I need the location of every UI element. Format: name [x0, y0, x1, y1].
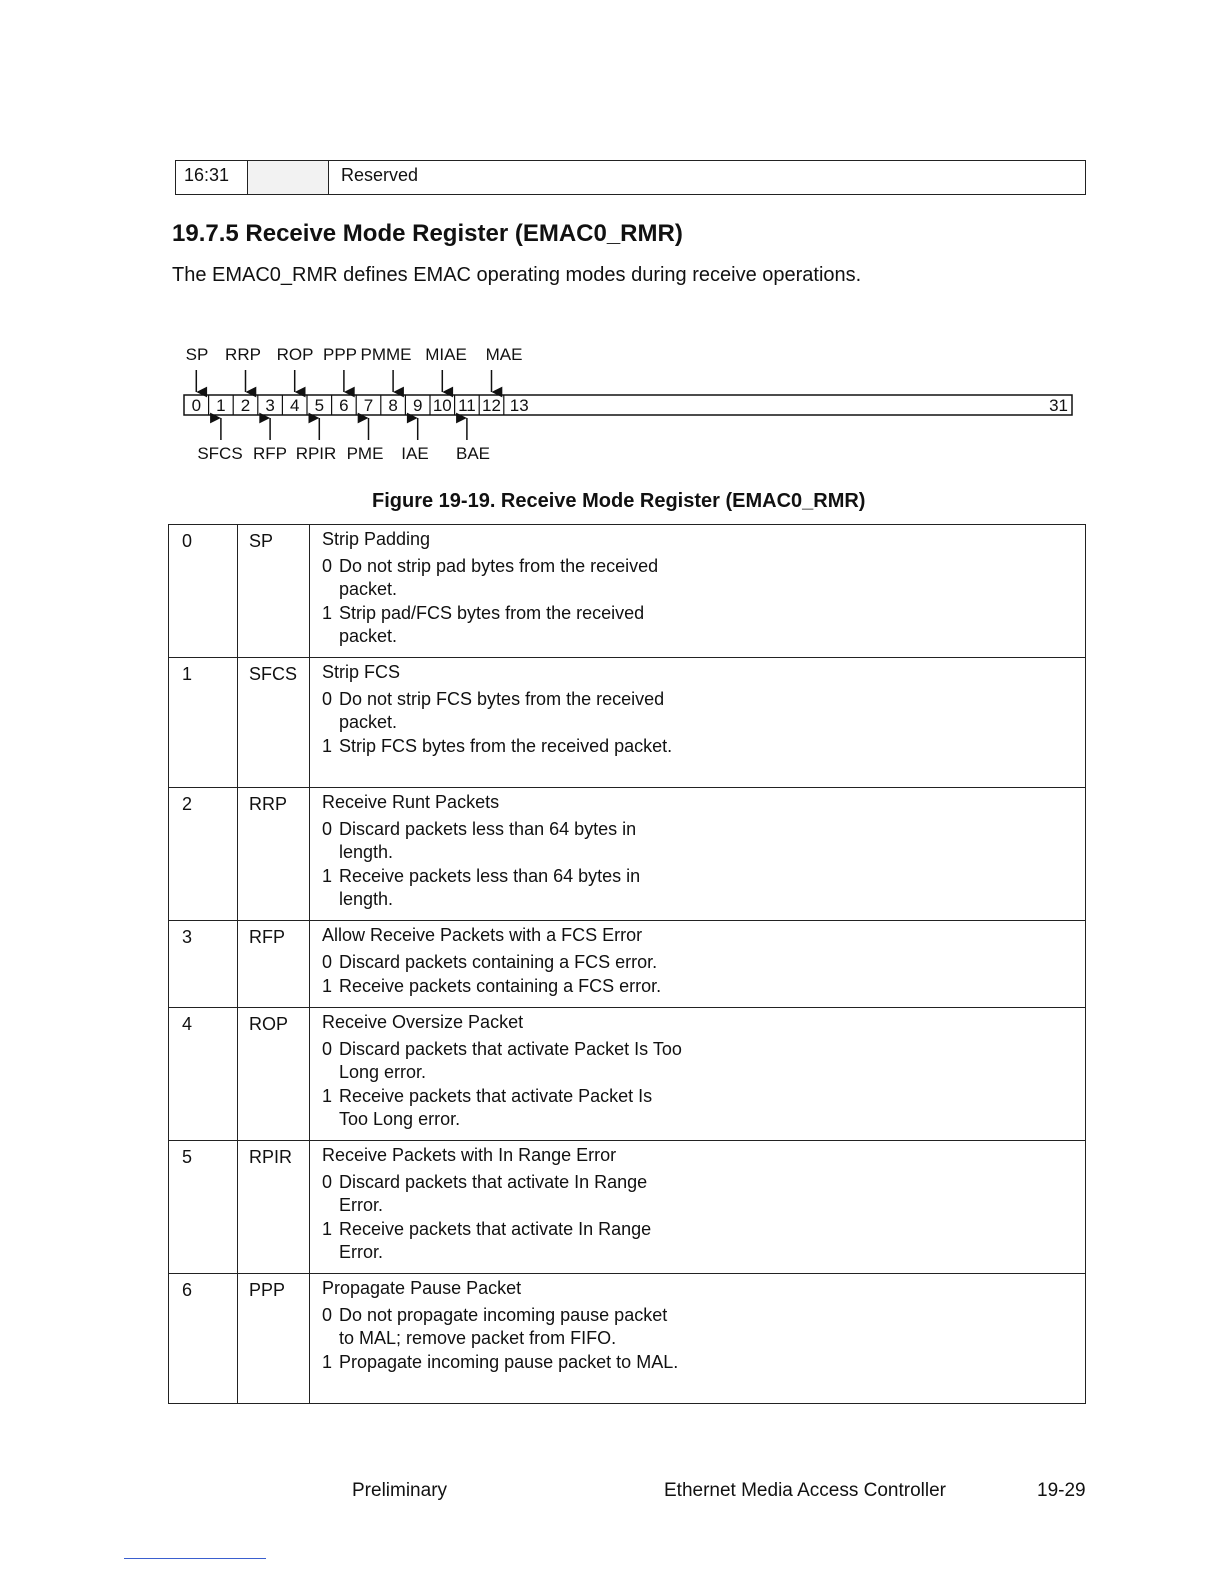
- option-text: Discard packets containing a FCS error.: [339, 952, 658, 972]
- field-option: [322, 951, 682, 974]
- option-value: 0: [322, 1172, 333, 1192]
- field-name: ROP: [238, 1008, 310, 1141]
- field-option: [322, 555, 682, 601]
- figure-caption: Figure 19-19. Receive Mode Register (EMAC0_RMR): [372, 490, 866, 512]
- field-title: Propagate Pause Packet: [322, 1278, 522, 1298]
- field-title: Allow Receive Packets with a FCS Error: [322, 925, 643, 945]
- bottom-field-label: RPIR: [295, 444, 337, 463]
- field-title: Receive Oversize Packet: [322, 1012, 524, 1032]
- field-description: [310, 1008, 1086, 1141]
- reserved-field: [248, 161, 329, 194]
- option-text: Do not propagate incoming pause packet to MAL; remove packet from FIFO.: [339, 1305, 668, 1348]
- bit-number: 1: [169, 658, 238, 788]
- field-option: [322, 1304, 682, 1350]
- bit-number-label: 9: [412, 396, 423, 415]
- field-option: [322, 735, 682, 758]
- bit-number-label: 11: [458, 396, 476, 415]
- bit-number-label: 13: [509, 396, 529, 415]
- field-option: [322, 688, 682, 734]
- field-title: Strip Padding: [322, 529, 431, 549]
- table-row: [169, 921, 1086, 1008]
- field-option: [322, 1085, 682, 1131]
- field-description: [310, 1274, 1086, 1404]
- table-row: [169, 658, 1086, 788]
- field-option: [322, 1218, 682, 1264]
- bit-number-label: 2: [240, 396, 251, 415]
- bottom-field-label: RFP: [253, 444, 287, 463]
- footer-chapter: Ethernet Media Access Controller: [664, 1480, 946, 1501]
- field-description: [310, 921, 1086, 1008]
- option-value: 1: [322, 1086, 333, 1106]
- top-field-label: MAE: [485, 345, 523, 364]
- option-text: Propagate incoming pause packet to MAL.: [339, 1352, 679, 1372]
- section-title: 19.7.5 Receive Mode Register (EMAC0_RMR): [172, 220, 683, 247]
- reserved-bits: 16:31: [176, 161, 248, 194]
- bit-number-label: 4: [289, 396, 300, 415]
- field-name: SFCS: [238, 658, 310, 788]
- top-field-label: PMME: [360, 345, 412, 364]
- bottom-field-label: PME: [346, 444, 384, 463]
- top-field-label: SP: [185, 345, 209, 364]
- field-name: PPP: [238, 1274, 310, 1404]
- option-text: Receive packets less than 64 bytes in length.: [339, 866, 641, 909]
- field-option: [322, 865, 682, 911]
- option-value: 0: [322, 1305, 333, 1325]
- option-text: Strip FCS bytes from the received packet.: [339, 736, 673, 756]
- bit-number-label: 3: [265, 396, 275, 415]
- option-text: Receive packets that activate In Range Error.: [339, 1219, 652, 1262]
- field-name: RRP: [238, 788, 310, 921]
- field-description: [310, 525, 1086, 658]
- option-value: 1: [322, 603, 333, 623]
- option-text: Strip pad/FCS bytes from the received packet.: [339, 603, 645, 646]
- bit-number-label: 0: [191, 396, 202, 415]
- field-option: [322, 602, 682, 648]
- field-option: [322, 1351, 682, 1374]
- field-description: [310, 1141, 1086, 1274]
- top-field-label: RRP: [225, 345, 261, 364]
- bit-number: 2: [169, 788, 238, 921]
- reserved-description: Reserved: [341, 165, 419, 185]
- bit-number-label: 1: [216, 396, 226, 415]
- table-row: [169, 1274, 1086, 1404]
- option-value: 1: [322, 866, 333, 886]
- bits-table: [168, 524, 1086, 1404]
- option-value: 0: [322, 689, 333, 709]
- field-title: Receive Runt Packets: [322, 792, 500, 812]
- option-value: 0: [322, 556, 333, 576]
- bit-number: 3: [169, 921, 238, 1008]
- field-title: Receive Packets with In Range Error: [322, 1145, 617, 1165]
- table-row: [169, 525, 1086, 658]
- table-row: [169, 1141, 1086, 1274]
- option-text: Do not strip pad bytes from the received packet.: [339, 556, 659, 599]
- table-row: [169, 1008, 1086, 1141]
- bottom-field-label: IAE: [401, 444, 429, 463]
- field-name: RPIR: [238, 1141, 310, 1274]
- field-option: [322, 975, 682, 998]
- option-text: Do not strip FCS bytes from the received packet.: [339, 689, 665, 732]
- field-name: RFP: [238, 921, 310, 1008]
- bit-number-label: 8: [388, 396, 398, 415]
- option-value: 0: [322, 952, 333, 972]
- field-name: SP: [238, 525, 310, 658]
- bit-number: 5: [169, 1141, 238, 1274]
- bit-number-label: 7: [363, 396, 374, 415]
- bit-number-label: 6: [339, 396, 349, 415]
- top-field-label: PPP: [322, 345, 358, 364]
- footer-page-number: 19-29: [1037, 1480, 1086, 1501]
- option-text: Discard packets that activate In Range Error.: [339, 1172, 648, 1215]
- field-description: [310, 788, 1086, 921]
- table-row: [169, 788, 1086, 921]
- reserved-row: [175, 160, 1086, 195]
- top-field-label: ROP: [276, 345, 314, 364]
- field-option: [322, 818, 682, 864]
- option-text: Receive packets containing a FCS error.: [339, 976, 662, 996]
- field-option: [322, 1171, 682, 1217]
- bit-number: 0: [169, 525, 238, 658]
- option-value: 0: [322, 1039, 333, 1059]
- footer-rule: [124, 1558, 266, 1559]
- option-text: Receive packets that activate Packet Is Too Long error.: [339, 1086, 653, 1129]
- last-bit-label: 31: [1049, 396, 1068, 415]
- bit-number-label: 10: [432, 396, 452, 415]
- bottom-field-label: BAE: [455, 444, 491, 463]
- bit-number: 4: [169, 1008, 238, 1141]
- bottom-field-label: SFCS: [197, 444, 243, 463]
- bit-number-label: 12: [482, 396, 501, 415]
- field-option: [322, 1038, 682, 1084]
- field-title: Strip FCS: [322, 662, 401, 682]
- option-value: 1: [322, 976, 333, 996]
- section-intro: The EMAC0_RMR defines EMAC operating modes during receive operations.: [172, 264, 862, 286]
- bit-number-label: 5: [314, 396, 325, 415]
- option-value: 1: [322, 1219, 333, 1239]
- top-field-label: MIAE: [425, 345, 467, 364]
- field-description: [310, 658, 1086, 788]
- option-value: 1: [322, 736, 333, 756]
- option-text: Discard packets less than 64 bytes in length.: [339, 819, 637, 862]
- option-text: Discard packets that activate Packet Is Too Long error.: [339, 1039, 682, 1082]
- option-value: 0: [322, 819, 333, 839]
- option-value: 1: [322, 1352, 333, 1372]
- register-diagram: [160, 338, 1090, 468]
- bit-number: 6: [169, 1274, 238, 1404]
- footer-status: Preliminary: [352, 1480, 448, 1501]
